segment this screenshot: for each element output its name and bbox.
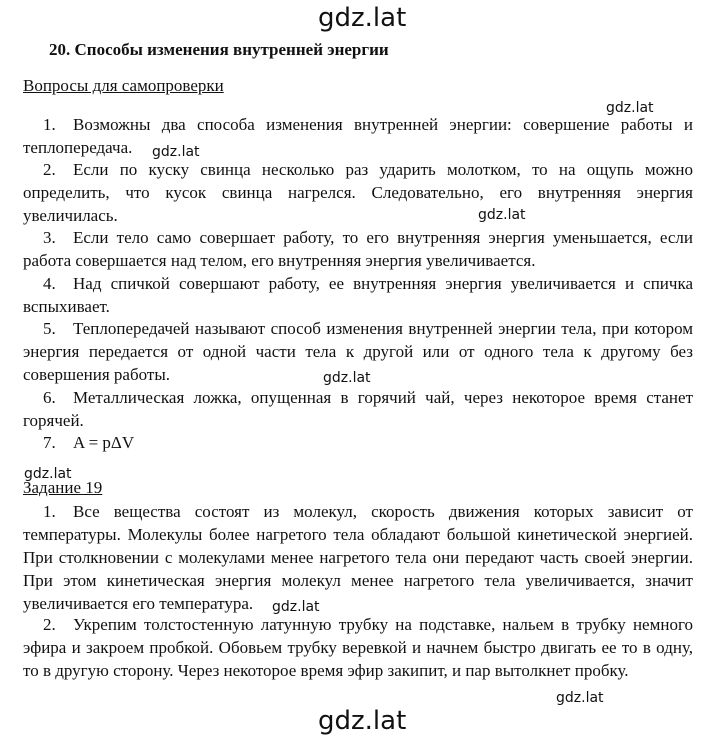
watermark: gdz.lat	[323, 370, 371, 386]
item-number: 2.	[43, 160, 56, 179]
page-title: 20. Способы изменения внутренней энергии	[49, 40, 389, 59]
item-text: Металлическая ложка, опущенная в горячий чай, через некоторое время станет горячей.	[23, 388, 693, 430]
item-text: Над спичкой совершают работу, ее внутренняя энергия увеличивается и спичка вспыхивает.	[23, 274, 693, 316]
section-heading-task: Задание 19	[23, 478, 103, 497]
item-number: 1.	[43, 502, 56, 521]
answer-item	[23, 317, 693, 386]
answer-item	[23, 113, 693, 159]
answer-item	[23, 226, 693, 272]
watermark-bottom: gdz.lat	[318, 706, 407, 736]
answer-item	[23, 613, 693, 682]
item-number: 5.	[43, 319, 56, 338]
item-number: 6.	[43, 388, 56, 407]
item-text: Если по куску свинца несколько раз ударить молотком, то на ощупь можно определить, что кусок свинца нагрелся. Следовательно, его внутренняя энергия увеличилась.	[23, 160, 693, 225]
watermark: gdz.lat	[478, 207, 526, 223]
item-text: Возможны два способа изменения внутренней энергии: совершение работы и теплопередача.	[23, 115, 693, 157]
answer-item	[23, 431, 693, 454]
answer-item	[23, 158, 693, 227]
watermark: gdz.lat	[606, 100, 654, 116]
watermark: gdz.lat	[272, 599, 320, 615]
watermark: gdz.lat	[152, 144, 200, 160]
answer-item	[23, 500, 693, 615]
item-number: 1.	[43, 115, 56, 134]
answer-item	[23, 386, 693, 432]
watermark: gdz.lat	[24, 466, 72, 482]
watermark: gdz.lat	[556, 690, 604, 706]
item-text: Если тело само совершает работу, то его внутренняя энергия уменьшается, если работа совершается над телом, его внутренняя энергия увеличивается.	[23, 228, 693, 270]
item-number: 4.	[43, 274, 56, 293]
answer-item	[23, 272, 693, 318]
item-text: Теплопередачей называют способ изменения внутренней энергии тела, при котором энергия передается от одной части тела к другой или от одного тела к другому без совершения работы.	[23, 319, 693, 384]
item-formula: A = pΔV	[73, 433, 135, 452]
item-number: 7.	[43, 433, 56, 452]
item-number: 2.	[43, 615, 56, 634]
item-text: Укрепим толстостенную латунную трубку на подставке, нальем в трубку немного эфира и закроем пробкой. Обовьем трубку веревкой и начнем быстро двигать ее то в одну, то в другую сторону. Через некоторое время эфир закипит, и пар вытолкнет пробку.	[23, 615, 693, 680]
watermark-top: gdz.lat	[318, 3, 407, 33]
item-number: 3.	[43, 228, 56, 247]
section-heading-self-check: Вопросы для самопроверки	[23, 76, 224, 95]
item-text: Все вещества состоят из молекул, скорость движения которых зависит от температуры. Молекулы более нагретого тела обладают большой кинетической энергией. При столкновении с молекулами менее нагретого тела они передают часть своей энергии. При этом кинетическая энергия молекул менее нагретого тела увеличивается, значит увеличивается его температура.	[23, 502, 693, 613]
